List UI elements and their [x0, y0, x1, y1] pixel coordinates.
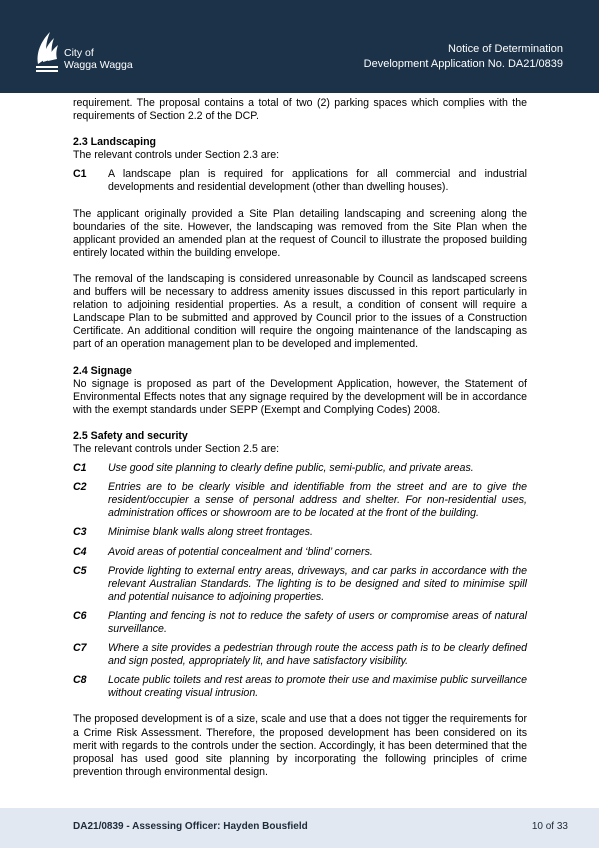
intro-paragraph: requirement. The proposal contains a total of two (2) parking spaces which complies with the requirements of Section 2.2 of the DCP. [73, 97, 527, 123]
safety-control-c1 [73, 462, 527, 475]
control-code: C1 [73, 168, 87, 181]
control-text: Provide lighting to external entry areas, driveways, and car parks in accordance with the relevant Australian Standards. The lighting is to be designed and sited to minimise spill and potential nuisance to adjoining properties. [108, 564, 527, 603]
document-body [73, 97, 527, 779]
landscaping-heading: 2.3 Landscaping [73, 136, 157, 149]
safety-control-c2 [73, 481, 527, 520]
safety-control-c4 [73, 546, 527, 559]
control-text: Use good site planning to clearly define public, semi-public, and private areas. [108, 462, 474, 475]
safety-control-c8 [73, 674, 527, 700]
control-text: Planting and fencing is not to reduce the safety of users or compromise areas of natural surveillance. [108, 609, 527, 635]
control-code: C7 [73, 642, 87, 655]
safety-control-c3 [73, 526, 527, 539]
header-title-block [364, 42, 563, 72]
page-number: 10 of 33 [531, 821, 568, 832]
landscaping-paragraph-1: The applicant originally provided a Site Plan detailing landscaping and screening along the boundaries of the site. However, the landscaping was removed from the Site Plan when the applicant provided an amended plan at the request of Council to illustrate the proposed building entirely located within the building envelope. [73, 207, 527, 259]
safety-controls-list [73, 462, 527, 700]
page-header [0, 0, 599, 93]
control-code: C6 [73, 609, 87, 622]
safety-lead: The relevant controls under Section 2.5 are: [73, 442, 280, 455]
crow-emblem-icon [34, 28, 60, 72]
signage-paragraph: No signage is proposed as part of the Development Application, however, the Statement of Environmental Effects notes that any signage required by the development will be in accordance with the exempt standards under SEPP (Exempt and Complying Codes) 2008. [73, 377, 527, 416]
control-code: C4 [73, 545, 87, 558]
landscaping-control-c1 [73, 168, 527, 194]
logo-line-1: City of [64, 47, 94, 59]
landscaping-lead: The relevant controls under Section 2.3 are: [73, 149, 280, 162]
control-text: Entries are to be clearly visible and identifiable from the street and are to give the resident/occupier a sense of personal address and shelter. For non-residential uses, administration offices or showroom are to be located at the front of the building. [108, 481, 527, 520]
logo-line-2: Wagga Wagga [64, 59, 133, 71]
control-code: C8 [73, 674, 87, 687]
safety-heading: 2.5 Safety and security [73, 429, 188, 442]
signage-heading: 2.4 Signage [73, 364, 132, 377]
control-text: Minimise blank walls along street frontages. [108, 526, 313, 539]
control-code: C3 [73, 526, 87, 539]
control-text: Avoid areas of potential concealment and ‘blind’ corners. [108, 545, 373, 558]
safety-control-c5 [73, 565, 527, 604]
safety-control-c6 [73, 610, 527, 636]
control-code: C2 [73, 481, 87, 494]
landscaping-paragraph-2: The removal of the landscaping is considered unreasonable by Council as landscaped screens and buffers will be necessary to address amenity issues discussed in this report particularly in relation to adjoining residential properties. As a result, a condition of consent will require a Landscape Plan to be submitted and approved by Council prior to the issues of a Construction Certificate. An additional condition will require the ongoing maintenance of the landscaping as part of an operation management plan to be developed and implemented. [73, 272, 527, 351]
control-text: Locate public toilets and rest areas to promote their use and maximise public surveillance without creating visual intrusion. [108, 674, 527, 700]
logo-wordmark [64, 47, 133, 71]
control-code: C5 [73, 564, 87, 577]
control-text: A landscape plan is required for applications for all commercial and industrial developments and residential development (other than dwelling houses). [108, 168, 527, 194]
control-text: Where a site provides a pedestrian through route the access path is to be clearly defined and sign posted, appropriately lit, and have satisfactory visibility. [108, 642, 527, 668]
control-code: C1 [73, 462, 87, 475]
page-footer [0, 808, 599, 848]
application-number: Development Application No. DA21/0839 [363, 58, 563, 70]
safety-paragraph: The proposed development is of a size, scale and use that a does not tigger the requirements for a Crime Risk Assessment. Therefore, the proposed development has been considered on its merit with regards to the controls under the section. Accordingly, it has been determined that the proposal has used good site planning by incorporating the following principles of crime prevention through environmental design. [73, 713, 527, 778]
document-title: Notice of Determination [448, 43, 563, 55]
council-logo [34, 28, 144, 76]
safety-control-c7 [73, 642, 527, 668]
footer-reference: DA21/0839 - Assessing Officer: Hayden Bousfield [73, 821, 308, 832]
